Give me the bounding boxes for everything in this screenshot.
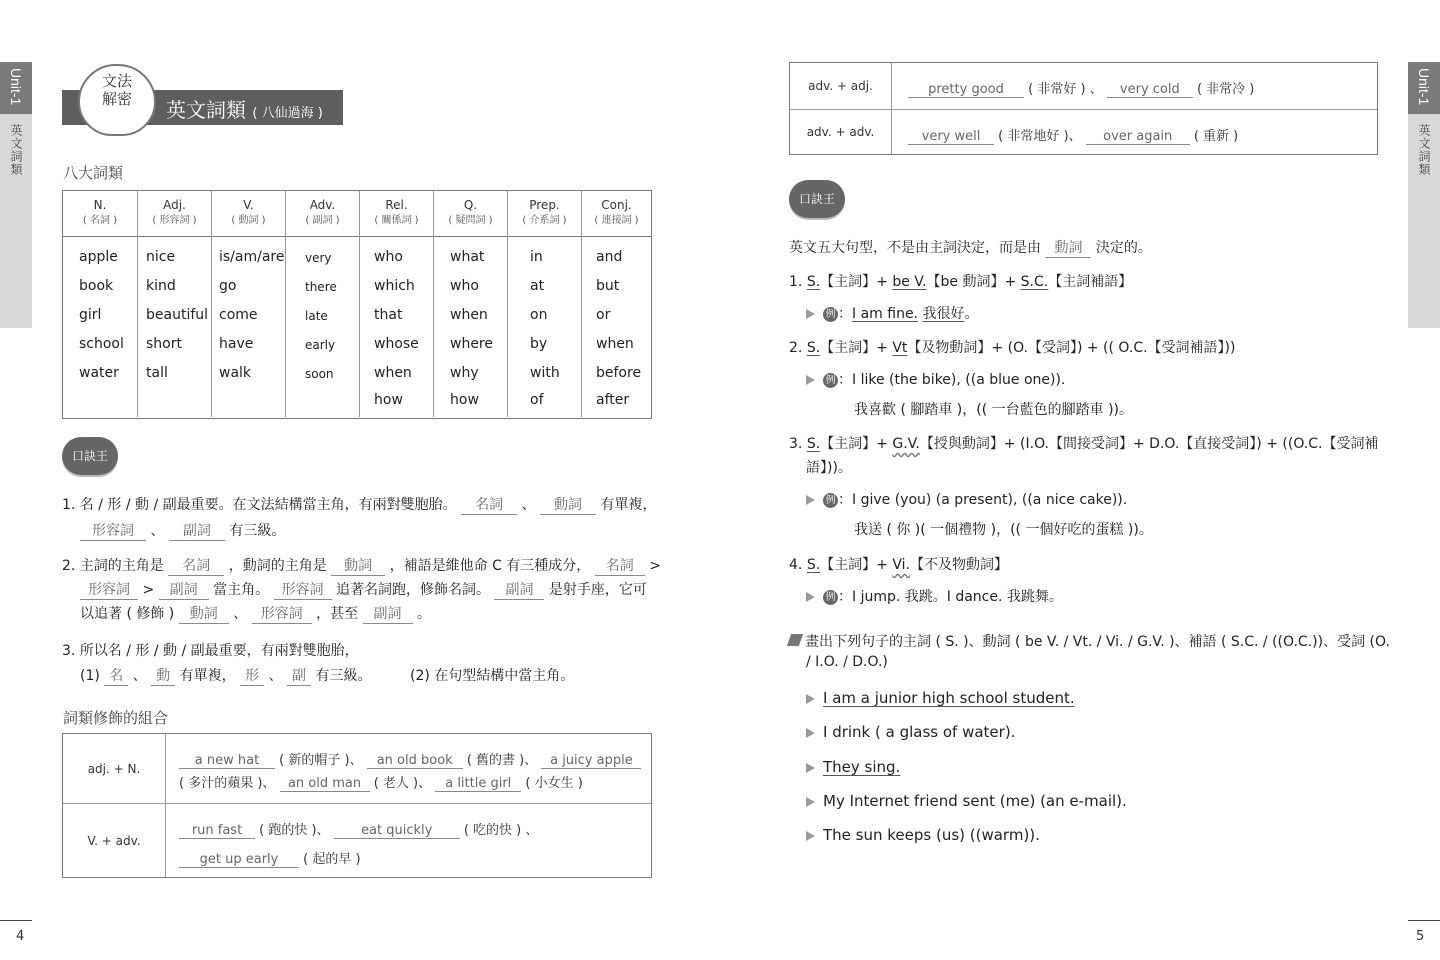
arrow-icon [806, 375, 815, 385]
example-en: I give (you) (a present), ((a nice cake)). [852, 492, 1128, 508]
tip-text: 有三級。 [229, 523, 286, 539]
word: nice [146, 249, 176, 265]
combo-row-adv-adv [790, 109, 1377, 154]
tip-sep: 、 [521, 497, 536, 513]
example-icon: 例 [823, 307, 838, 322]
blank-answer: 副詞 [494, 579, 544, 600]
col-rel [359, 191, 433, 417]
word: with [530, 365, 560, 381]
verb-mark: Vi. [892, 557, 910, 573]
col-abbr: Rel. [385, 198, 408, 212]
blank-answer: 形容詞 [80, 520, 146, 541]
combo-row-adj-n [63, 734, 651, 803]
side-tab-left [0, 62, 32, 328]
combo-zh: ( 小女生 ) [525, 776, 583, 791]
blank-answer: a little girl [435, 776, 521, 792]
arrow-icon [806, 831, 815, 841]
example-colon: ： [838, 306, 852, 322]
subject-mark: S. [806, 274, 821, 290]
word: how [450, 392, 479, 408]
word: or [596, 307, 611, 323]
blank-answer: a juicy apple [541, 753, 641, 769]
combo-label-text: V. + adv. [87, 834, 141, 848]
blank-answer: over again [1086, 129, 1190, 145]
blank-answer: 副詞 [363, 603, 413, 624]
col-zh: ( 介系詞 ) [522, 215, 567, 226]
pattern-text: 【主詞】+ [820, 340, 888, 356]
col-abbr: Conj. [601, 198, 632, 212]
word: by [530, 336, 548, 352]
word: who [374, 249, 403, 265]
col-adv [285, 191, 359, 417]
blank-answer: 形容詞 [274, 579, 332, 600]
exercise-item [806, 689, 1075, 707]
page-title [166, 94, 323, 123]
arrow-icon [806, 694, 815, 704]
col-abbr: V. [243, 198, 254, 212]
tip-text: 追著名詞跑，修飾名詞。 [336, 582, 490, 598]
tip-text: (1) [80, 668, 100, 684]
word: of [530, 392, 544, 408]
blank-answer: 動 [151, 665, 175, 686]
pattern-text: 【be 動詞】+ [926, 274, 1017, 290]
exercise-title [789, 631, 1390, 651]
title-text: 英文詞類 [166, 98, 246, 122]
combo-zh: ( 吃的快 ) 、 [463, 823, 539, 838]
combo-zh: ( 老人 )、 [373, 776, 432, 791]
word: tall [146, 365, 168, 381]
side-tab-right [1408, 62, 1440, 328]
pattern-2 [789, 337, 1235, 357]
col-abbr: Adj. [163, 198, 186, 212]
tip-text: 有三級。 [315, 668, 372, 684]
example-2-zh: 我喜歡 ( 腳踏車 )，(( 一台藍色的腳踏車 ))。 [854, 402, 1134, 418]
tip-3-line-1 [62, 640, 359, 660]
exercise-title-text: 畫出下列句子的主詞 ( S. )、動詞 ( be V. / Vt. / Vi. / G.V. )、補語 ( S.C. / ((O.C.))、受詞 (O. [805, 634, 1390, 650]
blank-answer: 名 [104, 665, 128, 686]
subject-mark: S. [806, 340, 821, 356]
tip-sep: 、 [233, 606, 248, 622]
blank-answer: an old book [367, 753, 463, 769]
combo-label [790, 110, 892, 154]
word: there [305, 280, 337, 294]
example-4: 例 ：I jump. 我跳。I dance. 我跳舞。 [806, 586, 1063, 606]
blank-answer: 形 [240, 665, 264, 686]
tip-sep: > [142, 582, 155, 598]
word: and [596, 249, 623, 265]
exercise-item [806, 826, 1040, 844]
combo-label-text: adv. + adj. [808, 79, 873, 93]
word: when [374, 365, 412, 381]
combo-zh: ( 跑的快 )、 [259, 823, 330, 838]
pattern-text: 【主詞補語】 [1048, 274, 1133, 290]
pattern-num: 1. [789, 274, 803, 290]
page-number-right: 5 [1416, 929, 1425, 944]
blank-answer: 副詞 [169, 520, 225, 541]
example-icon: 例 [823, 373, 838, 388]
tip-1-line-2 [80, 520, 285, 541]
col-zh: ( 關係詞 ) [374, 215, 419, 226]
verb-mark: Vt [892, 340, 908, 356]
subject-mark: S. [806, 557, 821, 573]
exercise-item [806, 792, 1127, 810]
blank-answer: 副詞 [159, 579, 209, 600]
col-prep [507, 191, 581, 417]
word: on [530, 307, 548, 323]
combo-label-text: adj. + N. [87, 762, 141, 776]
blank-answer: 名詞 [461, 494, 517, 515]
pattern-num: 4. [789, 557, 803, 573]
tip-text: 3. 所以名 / 形 / 動 / 副最重要，有兩對雙胞胎， [62, 643, 359, 659]
example-icon: 例 [823, 590, 838, 605]
tip-text: 1. 名 / 形 / 動 / 副最重要。在文法結構當主角，有兩對雙胞胎。 [62, 497, 457, 513]
col-adj [137, 191, 211, 417]
badge-line1: 文法 [101, 72, 132, 90]
example-en: I am fine. [852, 306, 919, 322]
combo-zh: ( 起的早 ) [303, 852, 361, 867]
combo-line [179, 749, 641, 769]
word: beautiful [146, 307, 209, 323]
pattern-text: 【主詞】+ [820, 557, 888, 573]
tip-text: 有單複， [179, 668, 236, 684]
col-conj [581, 191, 651, 417]
combo-table-right [789, 62, 1378, 155]
combo-zh: ( 非常冷 ) [1196, 82, 1255, 97]
example-icon: 例 [823, 493, 838, 508]
badge-line2: 解密 [101, 90, 132, 108]
combo-line [179, 819, 538, 839]
exercise-sentence: My Internet friend sent (me) (an e-mail). [823, 792, 1127, 810]
blank-answer: 形容詞 [80, 579, 138, 600]
exercise-sentence: They sing. [823, 758, 901, 776]
blank-answer: 名詞 [168, 555, 224, 576]
word: when [450, 307, 488, 323]
side-title: 英文詞類 [9, 124, 23, 176]
tip-2-line-2 [80, 579, 647, 600]
blank-answer: get up early [179, 852, 299, 868]
tip-text: 以追著 ( 修飾 ) [80, 606, 175, 622]
blank-answer: a new hat [179, 753, 275, 769]
subject-mark: S. [806, 436, 821, 452]
tip-badge-label: 口訣王 [799, 192, 836, 206]
tip-sep: 、 [268, 668, 283, 684]
tip-text: 當主角。 [213, 582, 270, 598]
exercise-title-cont: / I.O. / D.O.) [806, 654, 888, 670]
col-question [433, 191, 507, 417]
col-zh: ( 連接詞 ) [594, 215, 639, 226]
blank-answer: run fast [179, 823, 255, 839]
tip-sep: 、 [132, 668, 147, 684]
verb-mark: G.V. [892, 436, 920, 452]
tip-sep: > [649, 558, 661, 574]
combo-zh: ( 新的帽子 )、 [279, 753, 363, 768]
word: where [450, 336, 493, 352]
unit-tab [1408, 62, 1440, 114]
tip-text: 。 [417, 606, 431, 622]
word: short [146, 336, 182, 352]
arrow-icon [806, 309, 815, 319]
arrow-icon [806, 592, 815, 602]
page-number-left: 4 [16, 929, 25, 944]
pattern-4 [789, 554, 1008, 574]
combo-row-adv-adj [790, 63, 1377, 109]
pattern-text: 【授與動詞】+ (I.O.【間接受詞】+ D.O.【直接受詞】) + ((O.C.【受詞補 [919, 436, 1379, 452]
tip-text: (2) 在句型結構中當主角。 [410, 668, 575, 684]
combo-row-v-adv [63, 803, 651, 877]
combo-label [63, 804, 166, 877]
tip-badge-right [789, 180, 845, 218]
col-zh: ( 副詞 ) [305, 215, 340, 226]
tip-text: 有單複， [600, 497, 657, 513]
page-rule-right [1408, 920, 1440, 921]
example-3-zh: 我送 ( 你 )( 一個禮物 )，(( 一個好吃的蛋糕 ))。 [854, 522, 1153, 538]
col-abbr: Q. [463, 198, 478, 212]
word: early [305, 338, 336, 352]
word: after [596, 392, 630, 408]
word: is/am/are [219, 249, 285, 265]
blank-answer: pretty good [908, 82, 1024, 98]
example-2: 例 ：I like (the bike), ((a blue one)). [806, 369, 1065, 389]
pattern-text: 【主詞】+ [820, 274, 888, 290]
combo-zh: ( 舊的書 )、 [466, 753, 538, 768]
word: walk [219, 365, 252, 381]
tip-badge-label: 口訣王 [72, 449, 109, 463]
combo-zh: ( 非常地好 )、 [998, 129, 1082, 144]
word: water [79, 365, 119, 381]
arrow-icon [806, 797, 815, 807]
col-verb [211, 191, 285, 417]
word: what [450, 249, 485, 265]
example-en: I like (the bike), ((a blue one)). [852, 372, 1066, 388]
word: before [596, 365, 642, 381]
arrow-icon [806, 495, 815, 505]
col-noun [63, 191, 137, 417]
word: book [79, 278, 114, 294]
intro-text: 決定的。 [1095, 240, 1152, 256]
blank-answer: an old man [280, 776, 370, 792]
arrow-icon [806, 728, 815, 738]
col-zh: ( 動詞 ) [231, 215, 266, 226]
blank-answer: 動詞 [179, 603, 229, 624]
pattern-num: 3. [789, 436, 803, 452]
col-abbr: Adv. [309, 198, 336, 212]
section-eight-parts: 八大詞類 [63, 164, 124, 182]
word: why [450, 365, 479, 381]
section-combo: 詞類修飾的組合 [63, 709, 169, 727]
combo-line [908, 125, 1238, 145]
blank-answer: 動詞 [1045, 237, 1091, 258]
pattern-1 [789, 271, 1132, 291]
word: go [219, 278, 237, 294]
word: kind [146, 278, 176, 294]
unit-tab [0, 62, 32, 114]
blank-answer: 名詞 [595, 555, 645, 576]
blank-answer: 形容詞 [252, 603, 312, 624]
combo-label-text: adv. + adv. [806, 125, 875, 139]
blank-answer: eat quickly [334, 823, 460, 839]
example-en: I jump. 我跳。I dance. 我跳舞。 [852, 589, 1063, 605]
tip-2-line-3 [80, 603, 431, 624]
example-1 [806, 303, 978, 323]
unit-label: Unit-1 [1416, 68, 1432, 106]
tip-3-line-2b [410, 665, 574, 685]
exercise-item [806, 723, 1015, 741]
col-abbr: Prep. [529, 198, 560, 212]
combo-zh: ( 重新 ) [1193, 129, 1239, 144]
word: which [374, 278, 415, 294]
tip-badge [62, 437, 118, 475]
blank-answer: very cold [1107, 82, 1193, 98]
intro-text: 英文五大句型，不是由主詞決定，而是由 [789, 240, 1041, 256]
tip-2-line-1 [62, 555, 661, 576]
tip-sep: 、 [150, 523, 165, 539]
combo-label [790, 63, 892, 109]
tip-text: 2. 主詞的主角是 [62, 558, 164, 574]
blank-answer: 動詞 [331, 555, 385, 576]
grammar-badge [78, 64, 156, 136]
word: school [79, 336, 124, 352]
blank-answer: 動詞 [540, 494, 596, 515]
exercise-sentence: I am a junior high school student. [823, 689, 1075, 707]
blank-answer: 副 [287, 665, 311, 686]
verb-mark: be V. [892, 274, 927, 290]
exercise-sentence: The sun keeps (us) ((warm)). [823, 826, 1040, 844]
word: late [305, 309, 328, 323]
pattern-text: 【主詞】+ [820, 436, 888, 452]
tip-text: 是射手座，它可 [548, 582, 647, 598]
exercise-sentence: I drink ( a glass of water). [823, 723, 1016, 741]
unit-label: Unit-1 [8, 68, 24, 106]
pattern-text: 【不及物動詞】 [909, 557, 1008, 573]
pattern-text: 【及物動詞】+ (O.【受詞】) + (( O.C.【受詞補語】)) [907, 340, 1236, 356]
word: when [596, 336, 634, 352]
word: whose [374, 336, 419, 352]
combo-line [179, 848, 361, 868]
side-title: 英文詞類 [1417, 124, 1431, 176]
arrow-icon [806, 763, 815, 773]
page-rule-left [0, 920, 32, 921]
col-abbr: N. [93, 198, 107, 212]
combo-label [63, 734, 166, 803]
combo-zh: ( 多汁的蘋果 )、 [179, 776, 276, 791]
combo-table-left [62, 733, 652, 878]
col-zh: ( 疑問詞 ) [448, 215, 493, 226]
word: how [374, 392, 403, 408]
word: at [530, 278, 545, 294]
word: in [530, 249, 543, 265]
title-subtitle: ( 八仙過海 ) [252, 106, 323, 121]
parts-of-speech-table [62, 190, 652, 419]
complement-mark: S.C. [1020, 274, 1049, 290]
word: that [374, 307, 403, 323]
tip-text: ，補語是維他命 C 有三種成分， [389, 558, 591, 574]
tip-text: ，動詞的主角是 [228, 558, 327, 574]
word: who [450, 278, 479, 294]
word: girl [79, 307, 102, 323]
col-zh: ( 形容詞 ) [152, 215, 197, 226]
word: apple [79, 249, 118, 265]
word: very [305, 251, 332, 265]
word: but [596, 278, 620, 294]
pattern-3-cont: 語】))。 [806, 460, 852, 476]
word: come [219, 307, 258, 323]
word: soon [305, 367, 334, 381]
blank-answer: very well [908, 129, 994, 145]
example-end: 。 [964, 306, 979, 322]
exercise-item [806, 758, 900, 776]
pencil-icon [787, 634, 803, 646]
example-3: 例 ：I give (you) (a present), ((a nice cake)). [806, 489, 1127, 509]
word: have [219, 336, 254, 352]
tip-text: ，甚至 [316, 606, 359, 622]
combo-line [179, 772, 583, 792]
pattern-3 [789, 433, 1378, 453]
five-intro [789, 237, 1152, 258]
combo-zh: ( 非常好 ) 、 [1028, 82, 1103, 97]
combo-line [908, 78, 1254, 98]
tip-1-line-1 [62, 494, 656, 515]
col-zh: ( 名詞 ) [82, 215, 118, 226]
example-zh: 我很好 [922, 306, 965, 322]
pattern-num: 2. [789, 340, 803, 356]
tip-3-line-2 [80, 665, 371, 686]
